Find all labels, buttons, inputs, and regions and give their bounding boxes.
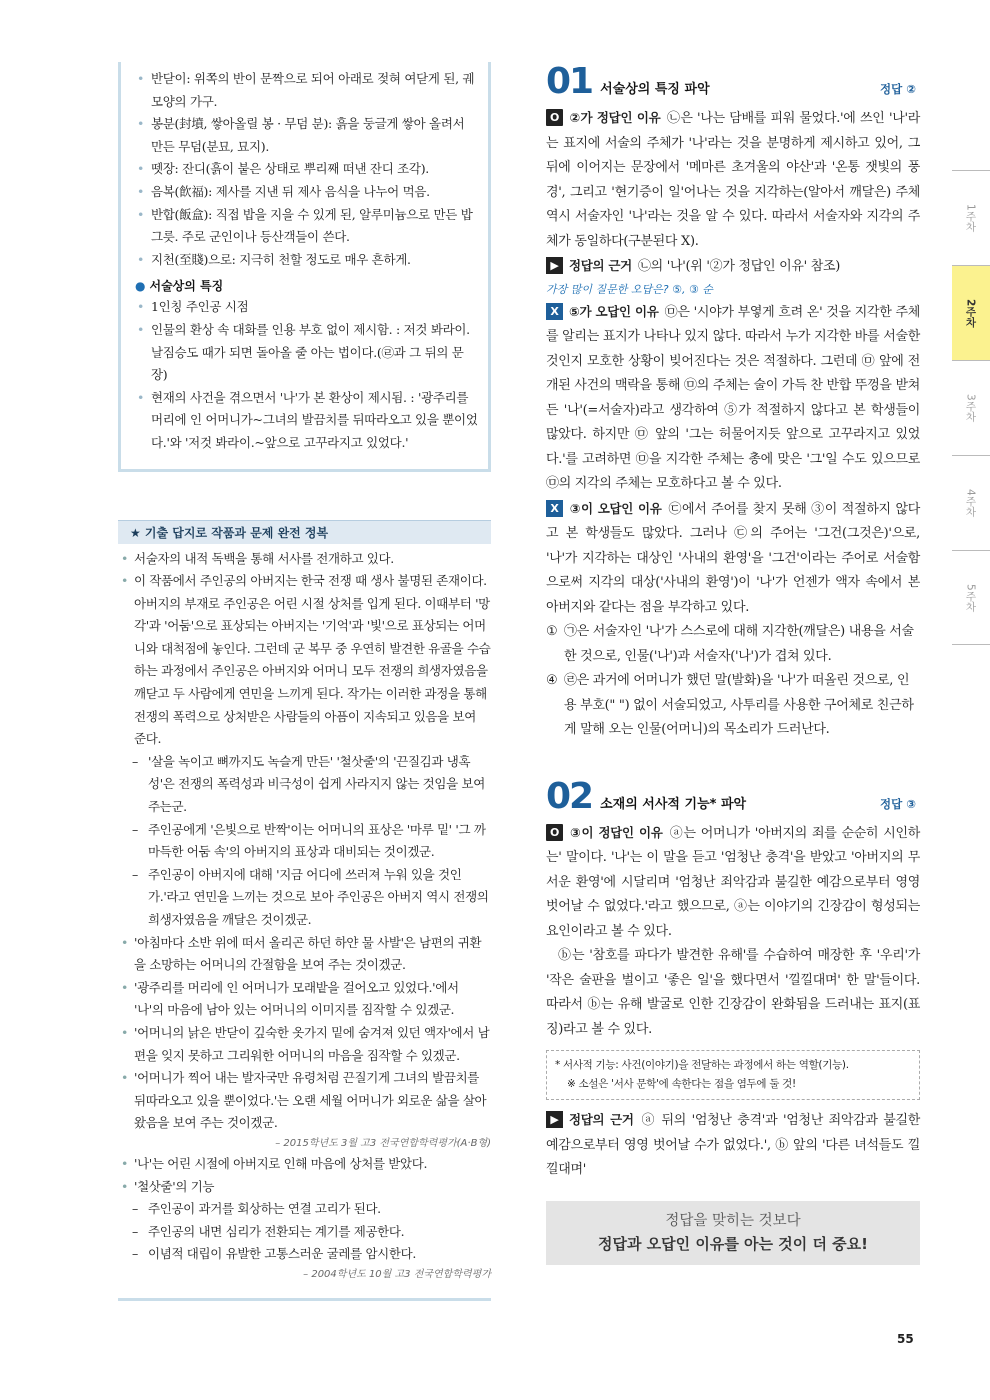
- exam-item: • '어머니의 낡은 반닫이 깊숙한 옷가지 밑에 숨겨져 있던 액자'에서 남편을 잊지 못하고 그리워한 어머니의 마음을 짐작할 수 있겠군.: [118, 1022, 491, 1067]
- question-number: 02: [546, 775, 593, 817]
- wrong-reason: X ③이 오답인 이유 ㉢에서 주어를 찾지 못해 ③이 적절하지 않다고 본 학생들도 많았다. 그러나 ㉢의 주어는 '그건(그것은)'으로, '나'가 지각하는 대상인 '사내의 환영'을 '그건'이라는 주어로 서술함으로써 지각의 대상('사내의 환영')이 '나'가 언젠가 액자 속에서 본 아버지와 같다는 점을 부각하고 있다.: [546, 500, 920, 615]
- exam-item: • '광주리를 머리에 인 어머니가 모래밭을 걸어오고 있었다.'에서 '나'의 마음에 남아 있는 어머니의 이미지를 짐작할 수 있겠군.: [118, 977, 491, 1022]
- exam-source: – 2015학년도 3월 고3 전국연합학력평가(A·B형): [275, 1137, 491, 1149]
- star-section-body: [118, 544, 491, 1290]
- footnote-box: [546, 1050, 920, 1100]
- answer-basis: ▶ 정답의 근거 ㉡의 '나'(위 '②가 정답인 이유' 참조): [546, 254, 920, 280]
- correct-mark-icon: O: [546, 109, 563, 126]
- question-header: [546, 62, 920, 106]
- star-section-title: ★ 기출 답지로 작품과 문제 완전 정복: [118, 520, 491, 544]
- answer-basis: ▶ 정답의 근거 ⓐ 뒤의 '엄청난 충격'과 '엄청난 죄악감과 불길한 예감으로부터 영영 벗어날 수가 없었다.', ⓑ 앞의 '다른 녀석들도 낄낄대며': [546, 1112, 920, 1177]
- exam-item: • '어머니가 찍어 내는 발자국만 유령처럼 끈질기게 그녀의 발끔치를 뒤따라오고 있을 뿐이었다.'는 오랜 세월 어머니가 외로운 삶을 살아왔음을 보여 주는 것이겠군.: [118, 1067, 491, 1135]
- option-explanation: ① ㉠은 서술자인 '나'가 스스로에 대해 지각한(깨달은) 내용을 서술한 것으로, 인물('나')과 서술자('나')가 겹쳐 있다.: [546, 624, 914, 664]
- exam-subitem: – 이념적 대립이 유발한 고통스러운 굴레를 암시한다.: [118, 1243, 491, 1266]
- exam-subitem: – 주인공에게 '은빛으로 반짝'이는 어머니의 표상은 '마루 밑' '그 까마득한 어둠 속'의 아버지의 표상과 대비되는 것이겠군.: [118, 819, 491, 864]
- footnote-definition: * 서사적 기능: 사건(이야기)을 전달하는 과정에서 하는 역할(기능).: [555, 1059, 849, 1071]
- bullet-icon: ●: [135, 279, 146, 294]
- tab-week-5[interactable]: 5주차: [952, 550, 990, 645]
- banner-line-1: 정답을 맞히는 것보다: [665, 1212, 801, 1229]
- tip-banner: [546, 1201, 920, 1265]
- handwritten-note: 가장 많이 질문한 오답은? ⑤, ③ 순: [546, 282, 713, 296]
- answer-label: 정답 ③: [880, 796, 916, 811]
- correct-reason-continued: ⓑ는 '참호를 파다가 발견한 유해'를 수습하여 매장한 후 '우리'가 '작은 술판을 벌이고 '좋은 일'을 했다면서 '낄낄대며' 한 말'들이다. 따라서 ⓑ는 유해 발굴로 인한 긴장감이 완화됨을 드러내는 표지(표징)라고 볼 수 있다.: [546, 948, 920, 1037]
- wrong-mark-icon: X: [546, 500, 563, 517]
- week-tabs: [952, 170, 990, 645]
- section-divider: [118, 1298, 491, 1301]
- left-column: [118, 62, 491, 1301]
- exam-item: • '나'는 어린 시절에 아버지로 인해 마음에 상처를 받았다.: [118, 1153, 491, 1176]
- question-header: [546, 777, 920, 821]
- exam-item: • '철삿줄'의 기능: [118, 1176, 491, 1199]
- exam-item: • '아침마다 소반 위에 떠서 올리곤 하던 하얀 물 사발'은 남편의 귀환을 소망하는 어머니의 간절함을 보여 주는 것이겠군.: [118, 932, 491, 977]
- glossary-item: • 봉분(封墳, 쌓아올릴 봉 · 무덤 분): 흙을 둥글게 쌓아 올려서 만든 무덤(분묘, 묘지).: [135, 113, 478, 158]
- arrow-icon: ▶: [546, 257, 563, 274]
- wrong-reason: X ⑤가 오답인 이유 ㉤은 '시야가 부옇게 흐려 온' 것을 지각한 주체를 알리는 표지가 나타나 있지 않다. 따라서 누가 지각한 바를 서술한 것인지 모호한 상황이 빚어진다는 것은 적절하다. 그런데 ㉤ 앞에 전개된 사건의 맥락을 통해 ㉤의 주체는 술이 가득 찬 반합 뚜껑을 받쳐 든 '나'(=서술자)라고 생각하여 ⑤가 적절하지 않다고 본 학생들이 많았다. 하지만 ㉤ 앞의 '그는 허물어지듯 앞으로 고꾸라지고 있었다.'를 고려하면 ㉤을 지각한 주체는 총에 맞은 '그'일 수도 있으므로 ㉤의 지각의 주체는 모호하다고 볼 수 있다.: [546, 303, 920, 491]
- narrator-item: • 현재의 사건을 겪으면서 '나'가 본 환상이 제시됨. : '광주리를 머리에 인 어머니가~그녀의 발끔치를 뒤따라오고 있을 뿐이었다.'와 '저것 봐라이.~앞으로 고꾸라지고 있었다.': [135, 387, 478, 455]
- glossary-item: • 뗏장: 잔디(흙이 붙은 상태로 뿌리째 떠낸 잔디 조각).: [135, 158, 478, 181]
- exam-subitem: – '살을 녹이고 뼈까지도 녹슬게 만든' '철삿줄'의 '끈질김과 냉혹성'은 전쟁의 폭력성과 비극성이 쉽게 사라지지 않는 것임을 보여 주는군.: [118, 751, 491, 819]
- glossary-item: • 반합(飯盒): 직접 밥을 지을 수 있게 된, 알루미늄으로 만든 밥그릇. 주로 군인이나 등산객들이 쓴다.: [135, 204, 478, 249]
- right-column: [546, 62, 920, 1265]
- exam-subitem: – 주인공이 과거를 회상하는 연결 고리가 된다.: [118, 1198, 491, 1221]
- exam-subitem: – 주인공의 내면 심리가 전환되는 계기를 제공한다.: [118, 1221, 491, 1244]
- exam-item: • 서술자의 내적 독백을 통해 서사를 전개하고 있다.: [118, 548, 491, 571]
- narrator-item: • 1인칭 주인공 시점: [135, 296, 478, 319]
- banner-line-2: 정답과 오답인 이유를 아는 것이 더 중요!: [597, 1234, 868, 1253]
- question-title: 서술상의 특징 파악: [600, 82, 710, 97]
- wrong-mark-icon: X: [546, 303, 563, 320]
- narrator-section-title: ● 서술상의 특징: [135, 279, 224, 294]
- answer-label: 정답 ②: [880, 82, 916, 96]
- glossary-item: • 음복(飮福): 제사를 지낸 뒤 제사 음식을 나누어 먹음.: [135, 181, 478, 204]
- narrator-item: • 인물의 환상 속 대화를 인용 부호 없이 제시함. : 저것 봐라이. 날짐승도 때가 되면 돌아올 줄 아는 법이다.(㉣과 그 뒤의 문장): [135, 319, 478, 387]
- correct-mark-icon: O: [546, 824, 563, 841]
- arrow-icon: ▶: [546, 1111, 563, 1128]
- glossary-item: • 반닫이: 위쪽의 반이 문짝으로 되어 아래로 젖혀 여닫게 된, 궤 모양의 가구.: [135, 68, 478, 113]
- question-number: 01: [546, 61, 593, 102]
- footnote-tip: ※ 소설은 '서사 문학'에 속한다는 점을 염두에 둘 것!: [567, 1078, 796, 1090]
- exam-subitem: – 주인공이 아버지에 대해 '지금 어디에 쓰러져 누워 있을 것인가.'라고 연민을 느끼는 것으로 보아 주인공은 아버지 역시 전쟁의 희생자였음을 깨달은 것이겠군.: [118, 864, 491, 932]
- option-explanation: ④ ㉣은 과거에 어머니가 했던 말(발화)을 '나'가 떠올린 것으로, 인용 부호(" ") 없이 서술되었고, 사투리를 사용한 구어체로 친근하게 말해 오는 인물(어머니)의 목소리가 드러난다.: [546, 673, 914, 737]
- tab-week-2[interactable]: 2주차: [952, 265, 990, 360]
- correct-reason: O ③이 정답인 이유 ⓐ는 어머니가 '아버지의 죄를 순순히 시인하는' 말이다. '나'는 이 말을 듣고 '엄청난 충격'을 받았고 '아버지의 무서운 환영'에 시달리며 '엄청난 죄악감과 불길한 예감으로부터 영영 벗어날 수 없었다.'라고 했으므로, ⓐ는 이야기의 긴장감이 형성되는 요인이라고 볼 수 있다.: [546, 824, 920, 939]
- tab-week-3[interactable]: 3주차: [952, 360, 990, 455]
- page-number: 55: [897, 1332, 914, 1346]
- exam-source: – 2004학년도 10월 고3 전국연합학력평가: [303, 1268, 491, 1280]
- glossary-box: [118, 62, 491, 472]
- question-title: 소재의 서사적 기능* 파악: [600, 796, 747, 812]
- tab-week-1[interactable]: 1주차: [952, 170, 990, 265]
- tab-week-4[interactable]: 4주차: [952, 455, 990, 550]
- exam-item: • 이 작품에서 주인공의 아버지는 한국 전쟁 때 생사 불명된 존재이다. 아버지의 부재로 주인공은 어린 시절 상처를 입게 된다. 이때부터 '망각'과 '어둠'으로 표상되는 아버지는 '기억'과 '빛'으로 표상되는 어머니와 대척점에 놓인다. 그런데 군 복무 중 우연히 발견한 유골을 수습하는 과정에서 주인공은 아버지와 어머니 모두 전쟁의 희생자였음을 깨닫고 두 사람에게 연민을 느끼게 된다. 작가는 이러한 과정을 통해 전쟁의 폭력으로 상처받은 사람들의 아픔이 지속되고 있음을 보여 준다.: [118, 570, 491, 751]
- glossary-item: • 지천(至賤)으로: 지극히 천할 정도로 매우 흔하게.: [135, 249, 478, 272]
- correct-reason: O ②가 정답인 이유 ㉡은 '나는 담배를 피워 물었다.'에 쓰인 '나'라는 표지에 서술의 주체가 '나'라는 것을 분명하게 제시하고 있어, 그 뒤에 이어지는 문장에서 '메마른 초겨울의 야산'과 '온통 잿빛의 풍경', 그리고 '현기증이 일'어나는 것을 지각하는(알아서 깨달은) 주체 역시 서술자인 '나'라는 것을 알 수 있다. 따라서 서술자와 지각의 주체가 동일하다(구분된다 X).: [546, 110, 921, 249]
